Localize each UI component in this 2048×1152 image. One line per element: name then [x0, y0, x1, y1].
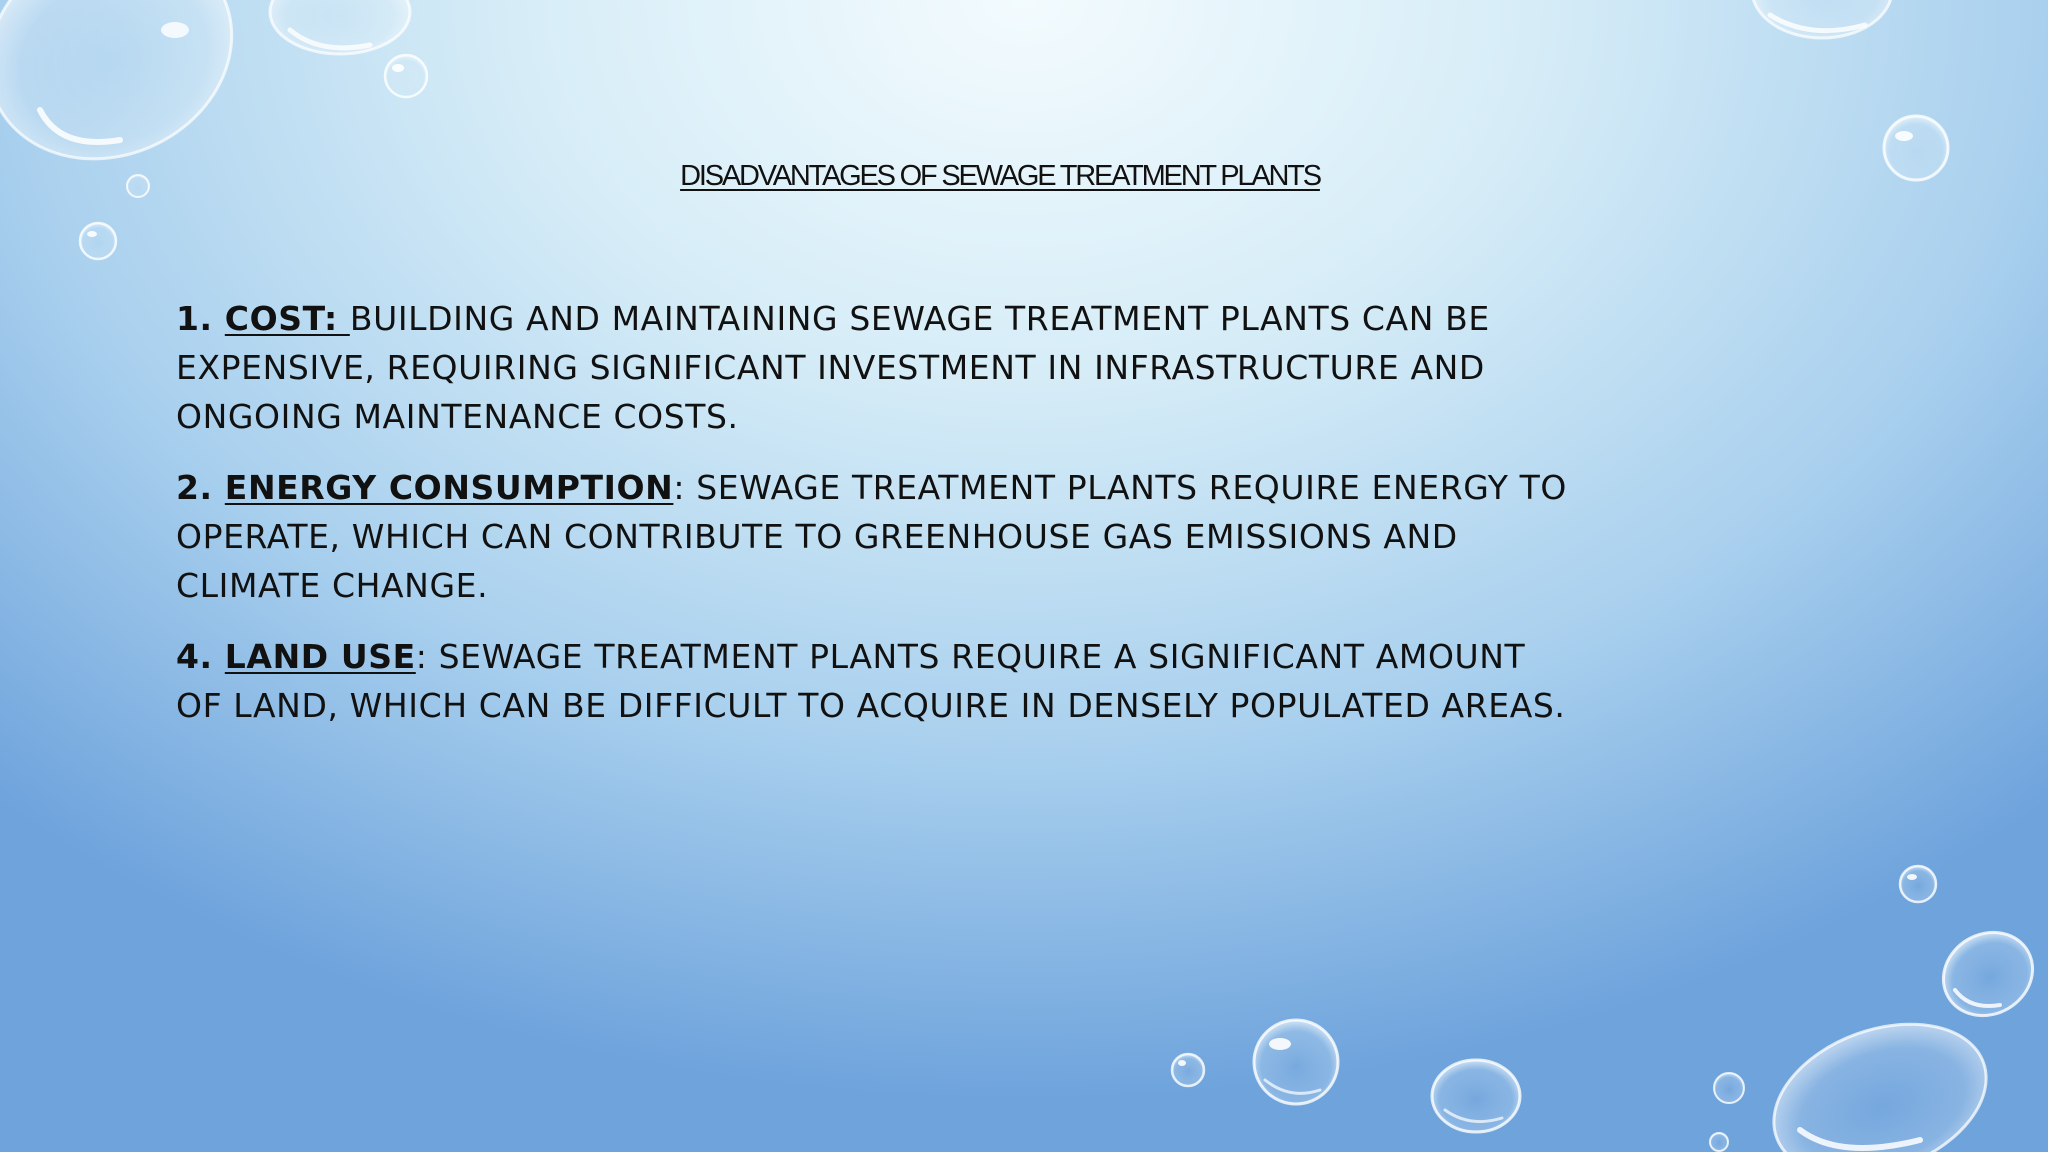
point-keyword: LAND USE — [224, 637, 416, 676]
disadvantages-list — [176, 294, 1576, 752]
droplet-top-right — [1752, 0, 1892, 38]
point-keyword: ENERGY CONSUMPTION — [224, 468, 674, 507]
point-number: 2. — [176, 468, 225, 507]
droplet-bottom-center-large — [1254, 1020, 1338, 1104]
point-keyword: COST: — [224, 299, 350, 338]
droplet-bottom-center-wide — [1432, 1060, 1520, 1132]
point-cost — [176, 294, 1576, 441]
point-land-use — [176, 632, 1576, 730]
point-separator: : — [415, 637, 439, 676]
droplet-small-1 — [385, 55, 427, 97]
droplet-bottom-small-a — [1714, 1073, 1744, 1103]
slide-title: DISADVANTAGES OF SEWAGE TREATMENT PLANTS — [680, 160, 1320, 192]
droplet-bottom-right-large — [1753, 997, 2008, 1152]
droplet-small-3 — [80, 223, 116, 259]
droplet-bottom-right-small — [1900, 866, 1936, 902]
point-separator: : — [673, 468, 697, 507]
point-number: 4. — [176, 637, 225, 676]
point-text: SEWAGE TREATMENT PLANTS REQUIRE ENERGY TO OPERATE, WHICH CAN CONTRIBUTE TO GREENHOUSE GAS EMISSIONS AND CLIMATE CHANGE. — [176, 468, 1567, 605]
droplet-top — [270, 0, 410, 54]
droplet-bottom-center-small — [1172, 1054, 1204, 1086]
point-number: 1. — [176, 299, 225, 338]
point-text: SEWAGE TREATMENT PLANTS REQUIRE A SIGNIFICANT AMOUNT OF LAND, WHICH CAN BE DIFFICULT TO ACQUIRE IN DENSELY POPULATED AREAS. — [176, 637, 1566, 725]
droplet-bottom-right-medium — [1928, 916, 2048, 1031]
droplet-bottom-small-b — [1710, 1133, 1728, 1151]
point-text: BUILDING AND MAINTAINING SEWAGE TREATMENT PLANTS CAN BE EXPENSIVE, REQUIRING SIGNIFICANT INVESTMENT IN INFRASTRUCTURE AND ONGOING MAINTENANCE COSTS. — [176, 299, 1490, 436]
point-energy-consumption — [176, 463, 1576, 610]
